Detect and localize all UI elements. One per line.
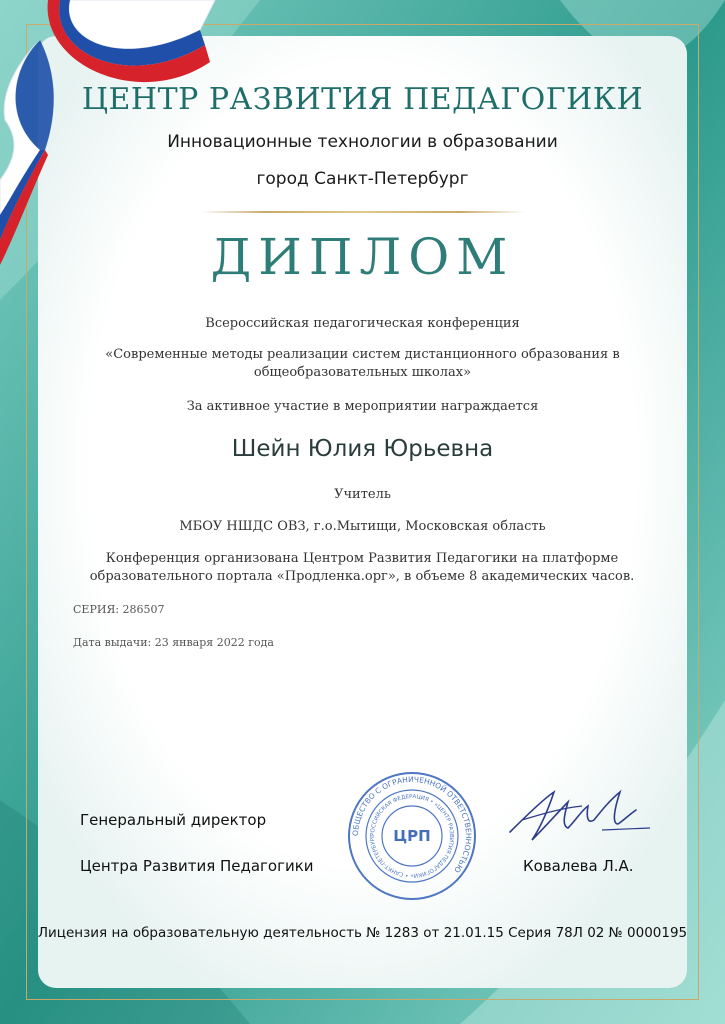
svg-text:ОБЩЕСТВО С ОГРАНИЧЕННОЙ ОТВЕТС: ОБЩЕСТВО С ОГРАНИЧЕННОЙ ОТВЕТСТВЕННОСТЬЮ — [350, 774, 474, 875]
gold-divider — [200, 211, 525, 213]
series-number: СЕРИЯ: 286507 — [73, 603, 165, 616]
signer-role-line1: Генеральный директор — [80, 811, 267, 829]
svg-text:ЦРП: ЦРП — [393, 827, 431, 845]
conference-name: «Современные методы реализации систем дистанционного образования в общеобразовательных школах» — [105, 347, 620, 380]
handwritten-signature — [502, 780, 652, 850]
signer-name: Ковалева Л.А. — [523, 857, 634, 875]
organized-text: Конференция организована Центром Развития Педагогики на платформе образовательного портала «Продленка.орг», в объеме 8 академических часов. — [89, 551, 635, 584]
recipient-institution: МБОУ НШДС ОВЗ, г.о.Мытищи, Московская область — [179, 519, 546, 534]
conference-type: Всероссийская педагогическая конференция — [205, 316, 520, 331]
license-text: Лицензия на образовательную деятельность № 1283 от 21.01.15 Серия 78Л 02 № 0000195 — [37, 925, 688, 941]
city: город Санкт-Петербург — [256, 169, 469, 189]
tagline: Инновационные технологии в образовании — [167, 132, 558, 152]
organization-stamp — [346, 770, 478, 902]
signer-role-line2: Центра Развития Педагогики — [80, 857, 314, 875]
recipient-position: Учитель — [334, 487, 391, 502]
recipient-name: Шейн Юлия Юрьевна — [231, 436, 494, 462]
diploma-title: ДИПЛОМ — [210, 228, 515, 286]
award-text: За активное участие в мероприятии награждается — [186, 399, 539, 414]
svg-text:РОССИЙСКАЯ ФЕДЕРАЦИЯ • «ЦЕНТР: РОССИЙСКАЯ ФЕДЕРАЦИЯ • «ЦЕНТР РАЗВИТИЯ ПЕДАГОГИКИ» • САНКТ-ПЕТЕРБУРГ — [369, 793, 455, 879]
organization-name: ЦЕНТР РАЗВИТИЯ ПЕДАГОГИКИ — [81, 82, 644, 117]
issue-date: Дата выдачи: 23 января 2022 года — [73, 636, 274, 649]
